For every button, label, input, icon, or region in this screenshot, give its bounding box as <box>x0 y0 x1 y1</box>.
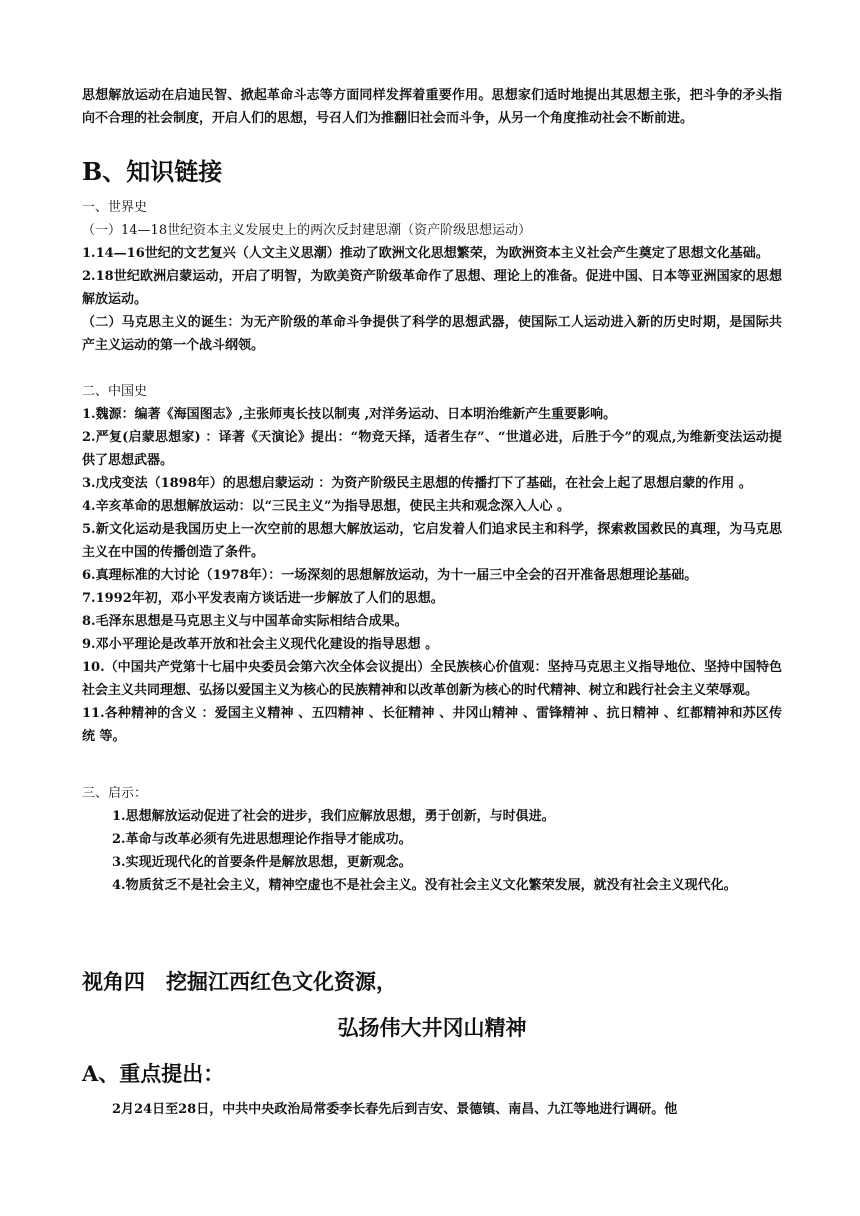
perspective4-subheading <box>82 1014 782 1042</box>
inspiration-item: 1.思想解放运动促进了社会的进步，我们应解放思想，勇于创新，与时俱进。 <box>112 809 555 824</box>
china-history-item: 11.各种精神的含义 ：爱国主义精神 、五四精神 、长征精神 、井冈山精神 、雷锋精神 、抗日精神 、红都精神和苏区传统 等。 <box>82 706 782 744</box>
china-history-item: 10.（中国共产党第十七届中央委员会第六次全体会议提出）全民族核心价值观：坚持马克思主义指导地位、坚持中国特色社会主义共同理想、弘扬以爱国主义为核心的民族精神和以改革创新为核心的时代精神、树立和践行社会主义荣辱观。 <box>82 660 782 698</box>
inspiration-item: 2.革命与改革必须有先进思想理论作指导才能成功。 <box>112 832 412 847</box>
section-a-heading <box>82 1060 782 1088</box>
inspiration-heading: 三、启示： <box>82 786 148 801</box>
perspective4-title-line1: 视角四 挖掘江西红色文化资源， <box>82 969 397 994</box>
china-history-item: 7.1992年初，邓小平发表南方谈话进一步解放了人们的思想。 <box>82 591 444 606</box>
intro-text: 思想解放运动在启迪民智、掀起革命斗志等方面同样发挥着重要作用。思想家们适时地提出其思想主张，把斗争的矛头指向不合理的社会制度，开启人们的思想，号召人们为推翻旧社会而斗争，从另一个角度推动社会不断前进。 <box>82 88 782 126</box>
china-history-item: 9.邓小平理论是改革开放和社会主义现代化建设的指导思想 。 <box>82 637 439 652</box>
world-history-item1: 1.14—16世纪的文艺复兴（人文主义思潮）推动了欧洲文化思想繁荣，为欧洲资本主义社会产生奠定了思想文化基础。 <box>82 246 769 261</box>
perspective4-heading <box>82 968 782 996</box>
china-history-section <box>82 380 782 748</box>
intro-paragraph <box>82 84 782 130</box>
inspiration-item: 4.物质贫乏不是社会主义，精神空虚也不是社会主义。没有社会主义文化繁荣发展，就没有社会主义现代化。 <box>112 878 737 893</box>
world-history-sub1: （一）14—18世纪资本主义发展史上的两次反封建思潮（资产阶级思想运动） <box>82 223 532 238</box>
world-history-item2: 2.18世纪欧洲启蒙运动，开启了明智，为欧美资产阶级革命作了思想、理论上的准备。促进中国、日本等亚洲国家的思想解放运动。 <box>82 269 782 307</box>
china-history-item: 1.魏源：编著《海国图志》,主张师夷长技以制夷 ,对洋务运动、日本明治维新产生重要影响。 <box>82 407 617 422</box>
world-history-sub2: （二）马克思主义的诞生：为无产阶级的革命斗争提供了科学的思想武器，使国际工人运动进入新的历史时期，是国际共产主义运动的第一个战斗纲领。 <box>82 315 782 353</box>
china-history-item: 5.新文化运动是我国历史上一次空前的思想大解放运动，它启发着人们追求民主和科学，探索救国救民的真理，为马克思主义在中国的传播创造了条件。 <box>82 522 782 560</box>
china-history-heading: 二、中国史 <box>82 384 148 399</box>
china-history-item: 3.戊戌变法（1898年）的思想启蒙运动 ：为资产阶级民主思想的传播打下了基础，在社会上起了思想启蒙的作用 。 <box>82 476 752 491</box>
china-history-item: 2.严复(启蒙思想家) ：译著《天演论》提出：“物竞天择，适者生存”、“世道必进，后胜于今”的观点,为维新变法运动提供了思想武器。 <box>82 430 782 468</box>
section-b-title: B、知识链接 <box>82 157 223 186</box>
china-history-item: 8.毛泽东思想是马克思主义与中国革命实际相结合成果。 <box>82 614 408 629</box>
section-a-title: A、重点提出： <box>82 1061 225 1086</box>
inspiration-item: 3.实现近现代化的首要条件是解放思想，更新观念。 <box>112 855 412 870</box>
final-paragraph <box>82 1098 782 1121</box>
inspiration-section <box>82 782 782 897</box>
china-history-item: 4.辛亥革命的思想解放运动：以“三民主义”为指导思想，使民主共和观念深入人心 。 <box>82 499 571 514</box>
perspective4-title-line2: 弘扬伟大井冈山精神 <box>337 1015 527 1040</box>
section-b-heading <box>82 157 782 187</box>
final-text: 2月24日至28日，中共中央政治局常委李长春先后到吉安、景德镇、南昌、九江等地进行调研。他 <box>112 1102 678 1117</box>
china-history-item: 6.真理标准的大讨论（1978年）：一场深刻的思想解放运动，为十一届三中全会的召开准备思想理论基础。 <box>82 568 698 583</box>
world-history-heading: 一、世界史 <box>82 200 148 215</box>
world-history-section <box>82 196 782 357</box>
